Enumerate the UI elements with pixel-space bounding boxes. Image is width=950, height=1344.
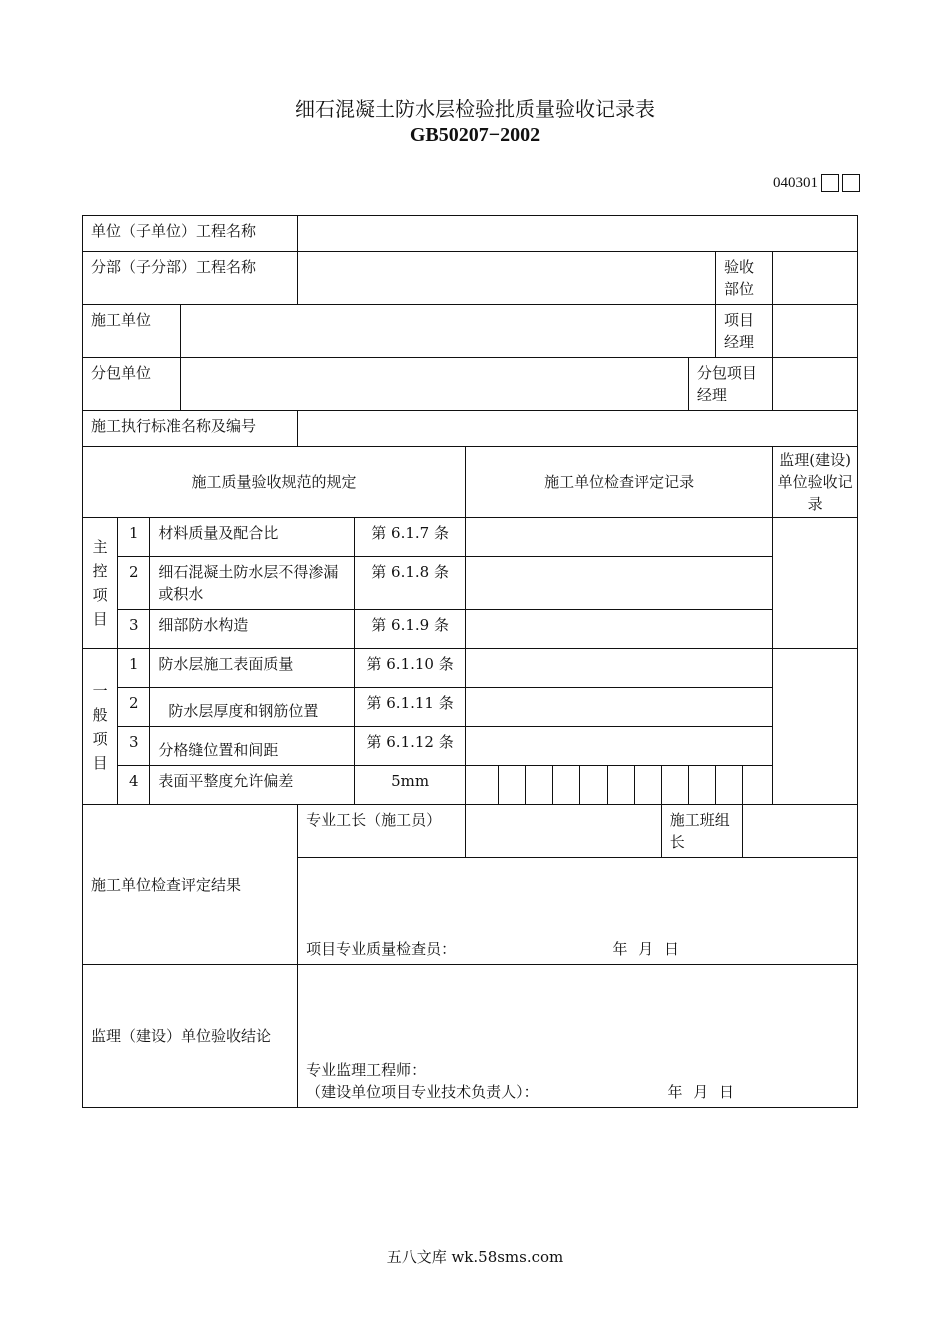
engineer-label: 专业监理工程师： — [306, 1061, 427, 1079]
item-name: 细石混凝土防水层不得渗漏或积水 — [150, 557, 355, 610]
measurement-cell[interactable] — [688, 766, 715, 805]
item-clause: 第 6.1.8 条 — [355, 557, 466, 610]
measurement-cell[interactable] — [607, 766, 634, 805]
subcontract-manager-field[interactable] — [773, 358, 858, 411]
item-name: 表面平整度允许偏差 — [150, 766, 355, 805]
check-record-field[interactable] — [465, 727, 772, 766]
unit-project-field[interactable] — [298, 216, 858, 252]
general-items-label: 一 般 项 目 — [83, 649, 118, 805]
foreman-field[interactable] — [465, 805, 661, 858]
measurement-cell[interactable] — [661, 766, 688, 805]
owner-signature-line — [306, 1081, 849, 1103]
inspector-signature-line — [306, 938, 849, 960]
item-clause: 第 6.1.12 条 — [355, 727, 466, 766]
code-box-1[interactable] — [821, 174, 839, 192]
measurement-cell[interactable] — [465, 766, 498, 805]
construction-unit-field[interactable] — [181, 305, 716, 358]
standard-code: GB50207−2002 — [409, 124, 541, 146]
main-supervision-field[interactable] — [773, 518, 858, 649]
form-code — [773, 172, 860, 194]
item-number: 3 — [118, 610, 150, 649]
check-record-column-header: 施工单位检查评定记录 — [465, 447, 772, 518]
owner-rep-label: （建设单位项目专业技术负责人）： — [306, 1083, 539, 1101]
project-manager-field[interactable] — [773, 305, 858, 358]
item-number: 3 — [118, 727, 150, 766]
item-number: 4 — [118, 766, 150, 805]
team-leader-label: 施工班组长 — [661, 805, 742, 858]
code-box-2[interactable] — [842, 174, 860, 192]
item-clause: 第 6.1.9 条 — [355, 610, 466, 649]
item-name: 材料质量及配合比 — [150, 518, 355, 557]
form-code-number: 040301 — [773, 174, 818, 191]
acceptance-part-label: 验收部位 — [716, 252, 773, 305]
footer-watermark: 五八文库 wk.58sms.com — [386, 1248, 564, 1266]
unit-project-label: 单位（子单位）工程名称 — [83, 216, 298, 252]
item-clause: 5mm — [355, 766, 466, 805]
item-clause: 第 6.1.10 条 — [355, 649, 466, 688]
inspection-date: 年 月 日 — [612, 940, 679, 958]
sub-project-field[interactable] — [298, 252, 716, 305]
item-number: 1 — [118, 649, 150, 688]
item-number: 2 — [118, 688, 150, 727]
check-record-field[interactable] — [465, 649, 772, 688]
standard-name-field[interactable] — [298, 411, 858, 447]
spec-column-header: 施工质量验收规范的规定 — [83, 447, 466, 518]
measurement-cell[interactable] — [634, 766, 661, 805]
inspector-label: 项目专业质量检查员： — [306, 940, 457, 958]
project-manager-label: 项目经理 — [716, 305, 773, 358]
foreman-label: 专业工长（施工员） — [298, 805, 466, 858]
measurement-cell[interactable] — [580, 766, 607, 805]
sub-project-label: 分部（子分部）工程名称 — [83, 252, 298, 305]
item-name: 细部防水构造 — [150, 610, 355, 649]
measurement-cell[interactable] — [526, 766, 553, 805]
item-clause: 第 6.1.7 条 — [355, 518, 466, 557]
measurement-cell[interactable] — [716, 766, 743, 805]
form-title: 细石混凝土防水层检验批质量验收记录表 — [295, 97, 655, 121]
measurement-cell[interactable] — [499, 766, 526, 805]
subcontract-unit-label: 分包单位 — [83, 358, 181, 411]
acceptance-part-field[interactable] — [773, 252, 858, 305]
item-name: 防水层施工表面质量 — [150, 649, 355, 688]
item-name: 分格缝位置和间距 — [150, 727, 355, 766]
subcontract-unit-field[interactable] — [181, 358, 688, 411]
item-name: 防水层厚度和钢筋位置 — [150, 688, 355, 727]
standard-name-label: 施工执行标准名称及编号 — [83, 411, 298, 447]
team-leader-field[interactable] — [743, 805, 858, 858]
item-number: 2 — [118, 557, 150, 610]
construction-unit-label: 施工单位 — [83, 305, 181, 358]
subcontract-manager-label: 分包项目经理 — [688, 358, 772, 411]
check-record-field[interactable] — [465, 688, 772, 727]
check-record-field[interactable] — [465, 610, 772, 649]
item-clause: 第 6.1.11 条 — [355, 688, 466, 727]
conclusion-field[interactable] — [298, 965, 858, 1108]
measurement-cell[interactable] — [553, 766, 580, 805]
supervision-record-column-header: 监理(建设)单位验收记录 — [773, 447, 858, 518]
main-items-label: 主 控 项 目 — [83, 518, 118, 649]
conclusion-label: 监理（建设）单位验收结论 — [83, 965, 298, 1108]
check-record-field[interactable] — [465, 518, 772, 557]
conclusion-date: 年 月 日 — [667, 1083, 734, 1101]
inspection-record-table — [82, 215, 858, 1108]
item-number: 1 — [118, 518, 150, 557]
result-field[interactable] — [298, 858, 858, 965]
check-record-field[interactable] — [465, 557, 772, 610]
result-label: 施工单位检查评定结果 — [83, 805, 298, 965]
general-supervision-field[interactable] — [773, 649, 858, 805]
